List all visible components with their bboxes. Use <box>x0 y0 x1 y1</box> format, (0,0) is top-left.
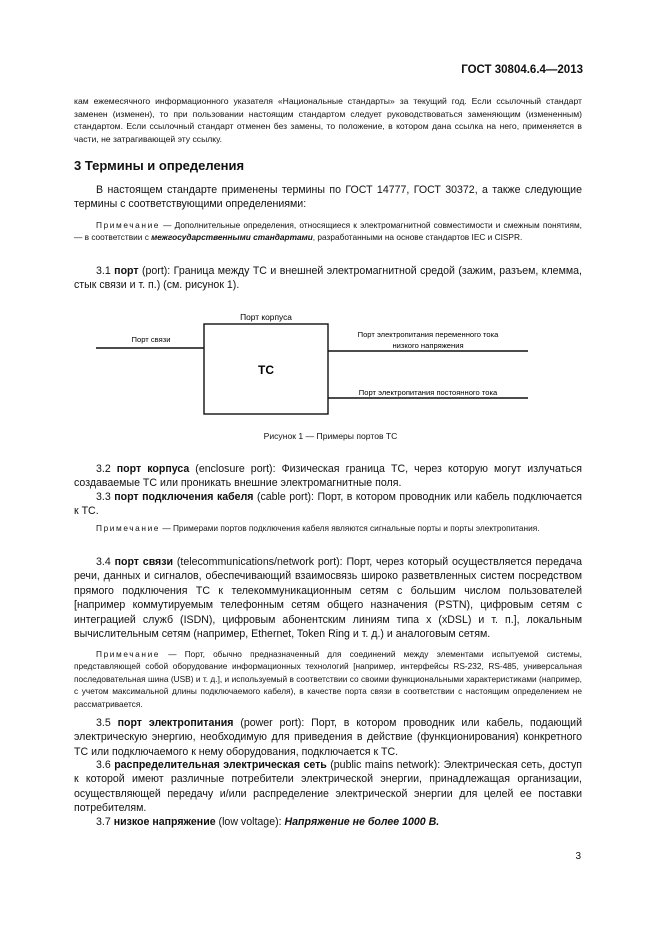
note-3: Примечание — Порт, обычно предназначенный для соединений между элементами испытуемой системы, представляющей собой оборудование информационных технологий [например, интерфейсы RS-232, RS-485, универсальная последовательная шина (USB) и т. д.], и используемый в соответствии со своими функциональными характеристиками (например, с учетом максимальной длины подключаемого кабеля), в качестве порта связи в соответствии с настоящим определением не рассматривается. <box>74 649 582 709</box>
lead-paragraph: В настоящем стандарте применены термины по ГОСТ 14777, ГОСТ 30372, а также следующие термины с соответствующими определениями: <box>74 184 582 211</box>
term-3-3: 3.3 порт подключения кабеля (cable port): Порт, в котором проводник или кабель подключается к ТС. <box>74 491 582 518</box>
ports-diagram-svg <box>96 308 536 418</box>
figure-1-ports-diagram <box>96 308 536 418</box>
standard-header: ГОСТ 30804.6.4—2013 <box>461 64 583 76</box>
intro-paragraph: кам ежемесячного информационного указателя «Национальные стандарты» за текущий год. Если ссылочный стандарт заменен (изменен), то при пользовании настоящим стандартом следует руководствоваться заменяющим (измененным) стандартом. Если ссылочный стандарт отменен без замены, то положение, в котором дана ссылка на него, применяется в части, не затрагивающей эту ссылку. <box>74 96 582 144</box>
term-3-6: 3.6 распределительная электрическая сеть (public mains network): Электрическая сеть, доступ к которой имеют различные потребители электрической энергии, принадлежащая организации, осуществляющей передачу и/или распределение электрической энергии для целей ее поставки потребителям. <box>74 759 582 815</box>
device-label: ТС <box>258 363 274 377</box>
term-3-4: 3.4 порт связи (telecommunications/network port): Порт, через который осуществляется передача речи, данных и сигналов, обеспечивающий взаимосвязь широко разветвленных систем посредством прямого подключения ТС к телекоммуникационным сетям с большим числом пользователей [например коммутируемым телефонным сетям общего назначения (PSTN), цифровым сетям с интеграцией служб (ISDN), цифровым абонентским линиям типа x (xDSL) и т. п.], локальным вычислительным сетям (например, Ethernet, Token Ring и т. д.) и аналоговым сетям. <box>74 556 582 641</box>
ac-power-port-label-2: низкого напряжения <box>392 341 464 350</box>
enclosure-port-label: Порт корпуса <box>240 312 292 322</box>
telecom-port-label: Порт связи <box>131 335 171 344</box>
figure-caption: Рисунок 1 — Примеры портов ТС <box>263 431 398 441</box>
term-3-5: 3.5 порт электропитания (power port): Порт, в котором проводник или кабель, подающий электрическую энергию, необходимую для приведения в действие (функционирования) конкретного ТС или подключаемого к нему оборудования, подключается к ТС. <box>74 717 583 758</box>
term-3-1: 3.1 порт (port): Граница между ТС и внешней электромагнитной средой (зажим, разъем, клемма, стык связи и т. п.) (см. рисунок 1). <box>74 265 582 292</box>
note-1: Примечание — Дополнительные определения, относящиеся к электромагнитной совместимости и смежным понятиям, — в соответствии с межгосударственными стандартами, разработанными на основе стандартов IEC и CISPR. <box>74 220 582 243</box>
note-label: Примечание <box>96 220 161 230</box>
dc-power-port-label: Порт электропитания постоянного тока <box>358 388 498 397</box>
section-heading: 3 Термины и определения <box>74 158 245 173</box>
term-3-2: 3.2 порт корпуса (enclosure port): Физическая граница ТС, через которую могут излучаться создаваемые ТС или проникать внешние электромагнитные поля. <box>74 463 582 490</box>
page-number: 3 <box>575 851 581 862</box>
ac-power-port-label-1: Порт электропитания переменного тока <box>357 330 499 339</box>
term-3-7: 3.7 низкое напряжение (low voltage): Напряжение не более 1000 В. <box>96 816 440 828</box>
note-2: Примечание — Примерами портов подключения кабеля являются сигнальные порты и порты электропитания. <box>96 523 540 533</box>
